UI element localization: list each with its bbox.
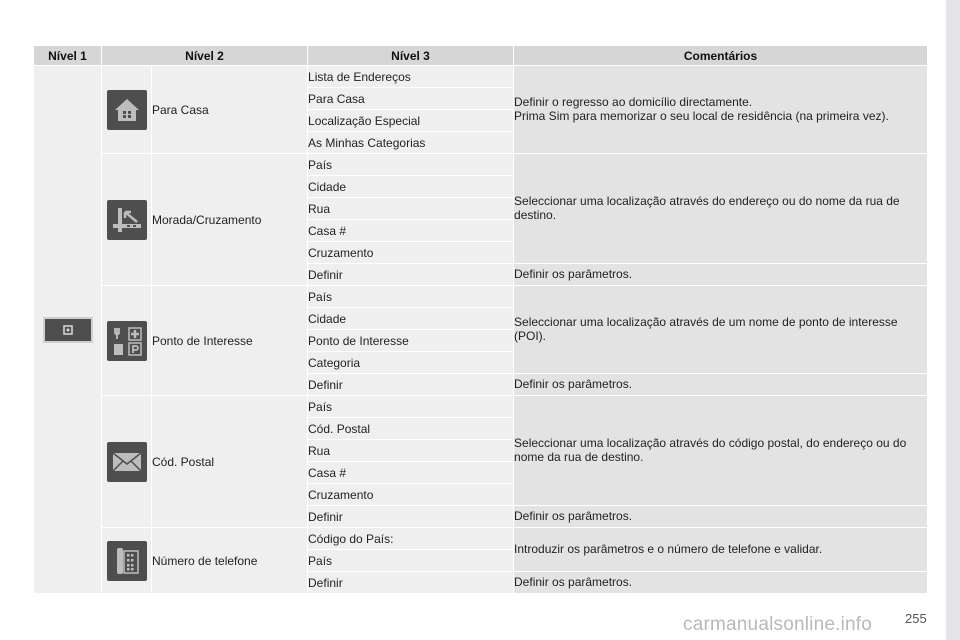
navigation-menu-icon — [43, 317, 93, 343]
table-row — [34, 396, 928, 418]
navigation-menu-table — [33, 45, 928, 594]
level3-item[interactable]: Cód. Postal — [308, 418, 514, 440]
home-icon[interactable] — [107, 90, 147, 130]
level3-item[interactable]: Código do País: — [308, 528, 514, 550]
comment-cell: Seleccionar uma localização através de um nome de ponto de interesse (POI). — [514, 286, 928, 374]
level3-define[interactable]: Definir — [308, 264, 514, 286]
level3-item[interactable]: Casa # — [308, 220, 514, 242]
table-row — [34, 66, 928, 88]
level3-define[interactable]: Definir — [308, 572, 514, 594]
comment-cell: Introduzir os parâmetros e o número de telefone e validar. — [514, 528, 928, 572]
level3-item[interactable]: Casa # — [308, 462, 514, 484]
page-edge-bar — [946, 0, 960, 640]
comment-cell: Seleccionar uma localização através do endereço ou do nome da rua de destino. — [514, 154, 928, 264]
header-level3: Nível 3 — [308, 46, 514, 66]
table-row — [34, 154, 928, 176]
comment-line: Definir o regresso ao domicílio directamente. — [514, 94, 753, 109]
level2-icon-cell — [102, 66, 152, 154]
level3-item[interactable]: Cruzamento — [308, 242, 514, 264]
header-comments: Comentários — [514, 46, 928, 66]
level3-item[interactable]: As Minhas Categorias — [308, 132, 514, 154]
table-header-row — [34, 46, 928, 66]
level3-item[interactable]: Ponto de Interesse — [308, 330, 514, 352]
level2-icon-cell — [102, 154, 152, 286]
comment-define: Definir os parâmetros. — [514, 374, 928, 396]
level3-item[interactable]: Cidade — [308, 308, 514, 330]
level3-item[interactable]: Rua — [308, 440, 514, 462]
level3-item[interactable]: Cidade — [308, 176, 514, 198]
level3-define[interactable]: Definir — [308, 506, 514, 528]
level3-item[interactable]: Lista de Endereços — [308, 66, 514, 88]
level3-item[interactable]: Categoria — [308, 352, 514, 374]
level2-label-poi[interactable]: Ponto de Interesse — [152, 286, 308, 396]
level1-cell — [34, 66, 102, 594]
level3-item[interactable]: Para Casa — [308, 88, 514, 110]
page-number: 255 — [905, 611, 927, 626]
phone-icon[interactable] — [107, 541, 147, 581]
comment-define: Definir os parâmetros. — [514, 572, 928, 594]
level2-label-postal[interactable]: Cód. Postal — [152, 396, 308, 528]
comment-cell: Seleccionar uma localização através do código postal, do endereço ou do nome da rua de destino. — [514, 396, 928, 506]
comment-define: Definir os parâmetros. — [514, 264, 928, 286]
table-row — [34, 528, 928, 550]
level3-item[interactable]: País — [308, 396, 514, 418]
crossroads-icon[interactable] — [107, 200, 147, 240]
table-row — [34, 286, 928, 308]
header-level2: Nível 2 — [102, 46, 308, 66]
poi-icon[interactable] — [107, 321, 147, 361]
level2-icon-cell — [102, 396, 152, 528]
watermark: carmanualsonline.info — [683, 614, 873, 635]
header-level1: Nível 1 — [34, 46, 102, 66]
level3-item[interactable]: País — [308, 286, 514, 308]
comment-define: Definir os parâmetros. — [514, 506, 928, 528]
comment-line: Prima Sim para memorizar o seu local de residência (na primeira vez). — [514, 108, 889, 123]
level3-define[interactable]: Definir — [308, 374, 514, 396]
envelope-icon[interactable] — [107, 442, 147, 482]
level3-item[interactable]: País — [308, 154, 514, 176]
level2-icon-cell — [102, 528, 152, 594]
level2-label-address[interactable]: Morada/Cruzamento — [152, 154, 308, 286]
level2-label-phone[interactable]: Número de telefone — [152, 528, 308, 594]
comment-cell — [514, 66, 928, 154]
level3-item[interactable]: País — [308, 550, 514, 572]
level3-item[interactable]: Rua — [308, 198, 514, 220]
level3-item[interactable]: Cruzamento — [308, 484, 514, 506]
level3-item[interactable]: Localização Especial — [308, 110, 514, 132]
level2-label-home[interactable]: Para Casa — [152, 66, 308, 154]
level2-icon-cell — [102, 286, 152, 396]
